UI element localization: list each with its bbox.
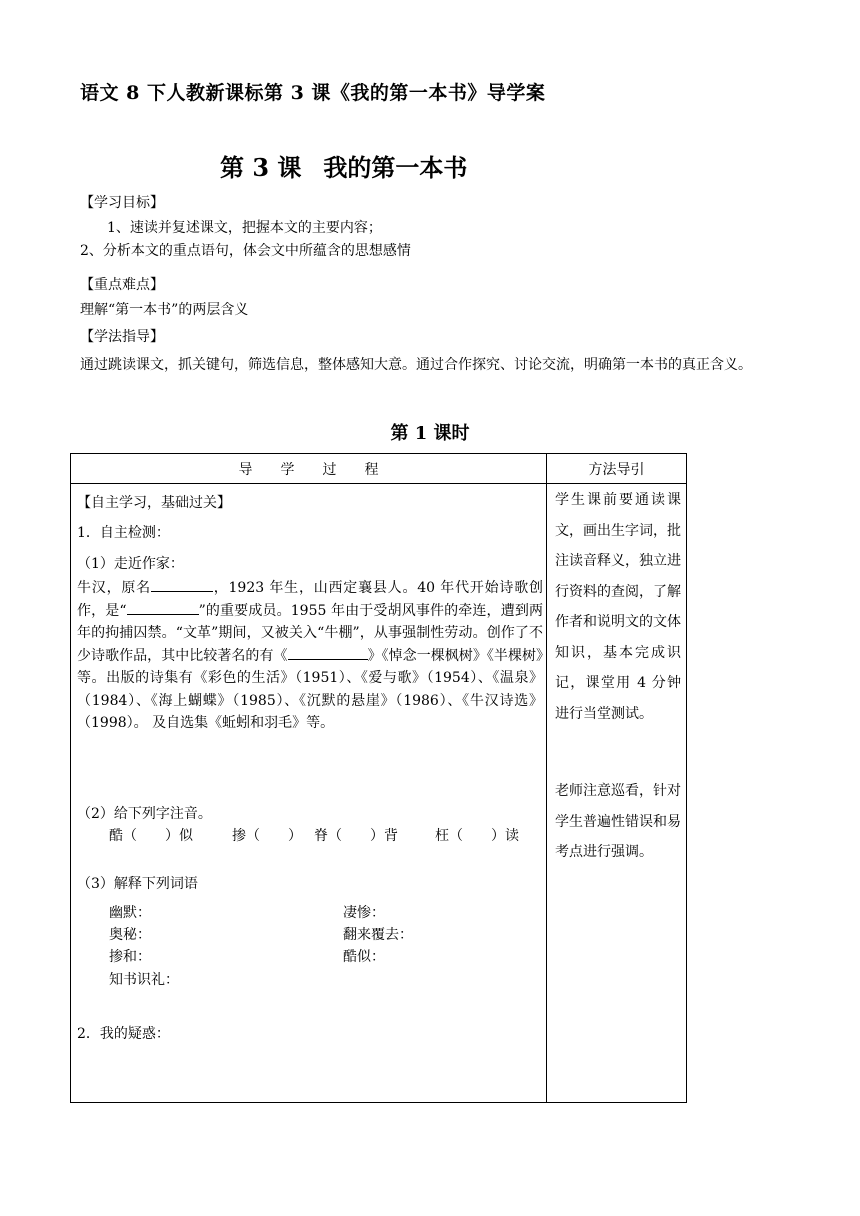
section-title: 【自主学习，基础过关】 — [77, 495, 231, 511]
key-points-heading: 【重点难点】 — [80, 277, 164, 293]
author-text-1: 牛汉，原名 — [77, 580, 151, 596]
header-guided-process: 导 学 过 程 — [71, 454, 547, 484]
question-1: 1．自主检测： — [77, 525, 170, 541]
question-2: 2．我的疑惑： — [77, 1026, 170, 1042]
method-cell — [547, 484, 687, 1103]
lesson-number: 第 3 课 — [220, 153, 302, 182]
question-1-1: （1）走近作家： — [77, 556, 184, 572]
word-ku-si: 酷似： — [343, 949, 385, 965]
word-chan-huo: 掺和： — [109, 949, 151, 965]
word-fan-lai-fu-qu: 翻来覆去： — [343, 927, 413, 943]
author-text-4: 》《悼念一棵枫树》《半棵树》等。出版的诗集有《彩色的生活》（1951）、《爱与歌》（1954）、《温泉》（1984）、《海上蝴蝶》（1985）、《沉默的悬崖》（1986）、《牛汉诗选》（1998）。 及自选集《蚯蚓和羽毛》等。 — [77, 647, 544, 731]
word-qi-can: 凄惨： — [343, 905, 385, 921]
objective-1: 1、速读并复述课文，把握本文的主要内容； — [107, 220, 382, 236]
word-zhi-shu-shi-li: 知书识礼： — [109, 972, 179, 988]
pinyin-item-4[interactable]: 枉（ ）读 — [435, 828, 519, 844]
document-title: 语文 8 下人教新课标第 3 课《我的第一本书》导学案 — [80, 82, 546, 104]
lesson-name: 我的第一本书 — [323, 153, 468, 182]
method-text-2: 老师注意巡看，针对学生普遍性错误和易考点进行强调。 — [555, 783, 681, 860]
blank-poetry-school[interactable] — [127, 600, 199, 615]
objectives-heading: 【学习目标】 — [80, 195, 164, 211]
question-1-2: （2）给下列字注音。 — [77, 806, 212, 822]
session-title: 第 1 课时 — [390, 423, 470, 444]
process-cell — [71, 484, 547, 1103]
author-paragraph — [77, 577, 543, 735]
method-guide-heading: 【学法指导】 — [80, 329, 164, 345]
pinyin-item-1[interactable]: 酷（ ）似 — [109, 828, 193, 844]
objective-2: 2、分析本文的重点语句，体会文中所蕴含的思想感情 — [80, 243, 411, 259]
lesson-title — [220, 148, 467, 183]
pinyin-item-2[interactable]: 掺（ ） — [232, 828, 302, 844]
method-guide-text: 通过跳读课文，抓关键句，筛选信息，整体感知大意。通过合作探究、讨论交流，明确第一本书的真正含义。 — [80, 357, 752, 373]
blank-famous-poem[interactable] — [288, 645, 368, 660]
method-text-1: 学生课前要通读课文，画出生字词，批注读音释义，独立进行资料的查阅，了解作者和说明文的文体知识，基本完成识记，课堂用 4 分钟进行当堂测试。 — [555, 492, 681, 722]
header-method: 方法导引 — [547, 454, 687, 484]
author-text-2: ，1923 年生，山西定襄县人。40 年代开始诗歌创作，是“ — [77, 580, 544, 619]
key-points-text: 理解“第一本书”的两层含义 — [80, 302, 249, 318]
word-you-mo: 幽默： — [109, 905, 151, 921]
blank-original-name[interactable] — [151, 577, 213, 592]
word-ao-mi: 奥秘： — [109, 927, 151, 943]
author-text-3: ”的重要成员。1955 年由于受胡风事件的牵连，遭到两年的拘捕囚禁。“文革”期间，又被关入“牛棚”，从事强制性劳动。创作了不少诗歌作品，其中比较著名的有《 — [77, 602, 543, 664]
study-table — [70, 453, 687, 1103]
pinyin-item-3[interactable]: 脊（ ）背 — [314, 828, 398, 844]
question-1-3: （3）解释下列词语 — [77, 876, 198, 892]
